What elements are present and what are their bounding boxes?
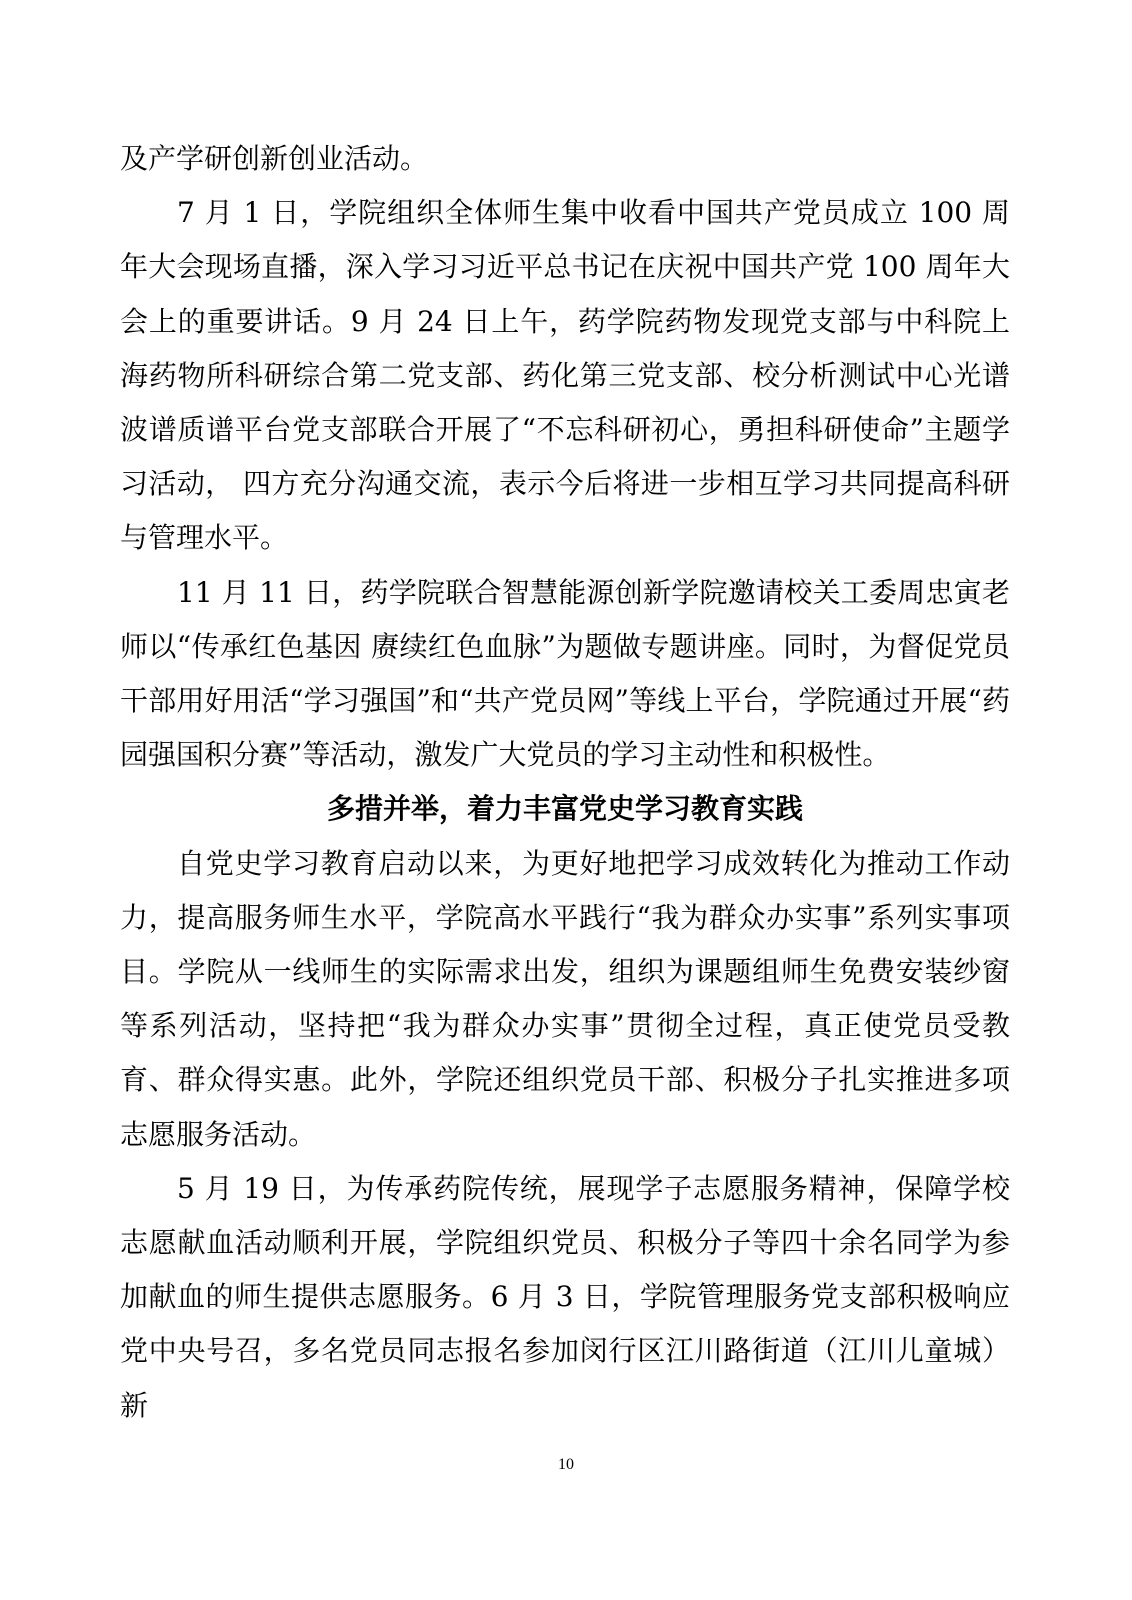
paragraph-2: 7 月 1 日，学院组织全体师生集中收看中国共产党员成立 100 周年大会现场直播，深入学习习近平总书记在庆祝中国共产党 100 周年大会上的重要讲话。9 月 24 日上午，药学院药物发现党支部与中科院上海药物所科研综合第二党支部、药化第三党支部、校分析测试中心光谱波谱质谱平台党支部联合开展了“不忘科研初心，勇担科研使命”主题学习活动， 四方充分沟通交流，表示今后将进一步相互学习共同提高科研与管理水平。 <box>120 196 1010 555</box>
paragraph-1: 及产学研创新创业活动。 <box>120 142 429 175</box>
paragraph-3: 11 月 11 日，药学院联合智慧能源创新学院邀请校关工委周忠寅老师以“传承红色基因 赓续红色血脉”为题做专题讲座。同时，为督促党员干部用好用活“学习强国”和“共产党员网”等线上平台，学院通过开展“药园强国积分赛”等活动，激发广大党员的学习主动性和积极性。 <box>120 575 1010 772</box>
paragraph-5: 5 月 19 日，为传承药院传统，展现学子志愿服务精神，保障学校志愿献血活动顺利开展，学院组织党员、积极分子等四十余名同学为参加献血的师生提供志愿服务。6 月 3 日，学院管理服务党支部积极响应党中央号召，多名党员同志报名参加闵行区江川路街道（江川儿童城）新 <box>120 1171 1010 1422</box>
paragraph-4: 自党史学习教育启动以来，为更好地把学习成效转化为推动工作动力，提高服务师生水平，学院高水平践行“我为群众办实事”系列实事项目。学院从一线师生的实际需求出发，组织为课题组师生免费安装纱窗等系列活动，坚持把“我为群众办实事”贯彻全过程，真正使党员受教育、群众得实惠。此外，学院还组织党员干部、积极分子扎实推进多项志愿服务活动。 <box>120 846 1010 1151</box>
section-heading: 多措并举，着力丰富党史学习教育实践 <box>326 792 803 826</box>
page-number: 10 <box>558 1456 574 1473</box>
document-body <box>120 132 1010 1433</box>
